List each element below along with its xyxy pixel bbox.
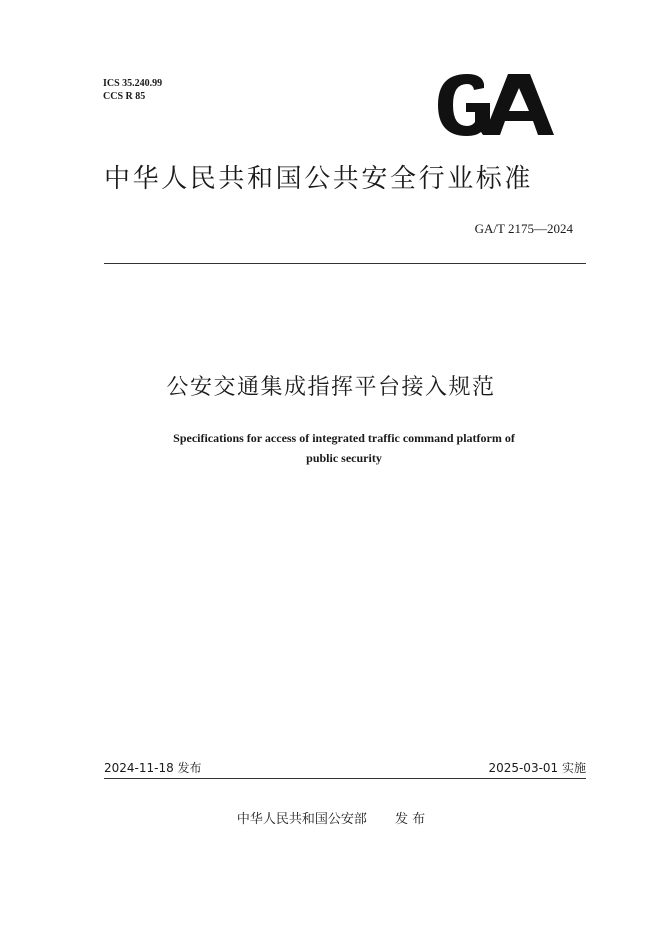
document-title-english (100, 428, 588, 468)
document-title-chinese: 公安交通集成指挥平台接入规范 (166, 375, 496, 400)
issue-date: 2024-11-18 发布 (104, 761, 202, 775)
publisher-action: 发 布 (394, 812, 426, 827)
english-title-line-2: public security (306, 451, 382, 465)
ccs-code: CCS R 85 (103, 91, 146, 102)
implementation-date: 2025-03-01 实施 (488, 761, 586, 775)
standard-number: GA/T 2175—2024 (474, 221, 573, 236)
publisher-line (0, 808, 662, 827)
publisher-name: 中华人民共和国公安部 (236, 812, 367, 827)
ics-code: ICS 35.240.99 (103, 78, 163, 89)
header-divider (104, 263, 586, 264)
classification-codes (103, 77, 162, 103)
english-title-line-1: Specifications for access of integrated traffic command platform of (173, 431, 515, 445)
standard-category-title: 中华人民共和国公共安全行业标准 (104, 164, 534, 194)
footer-divider (104, 778, 586, 779)
ga-logo (438, 74, 554, 136)
